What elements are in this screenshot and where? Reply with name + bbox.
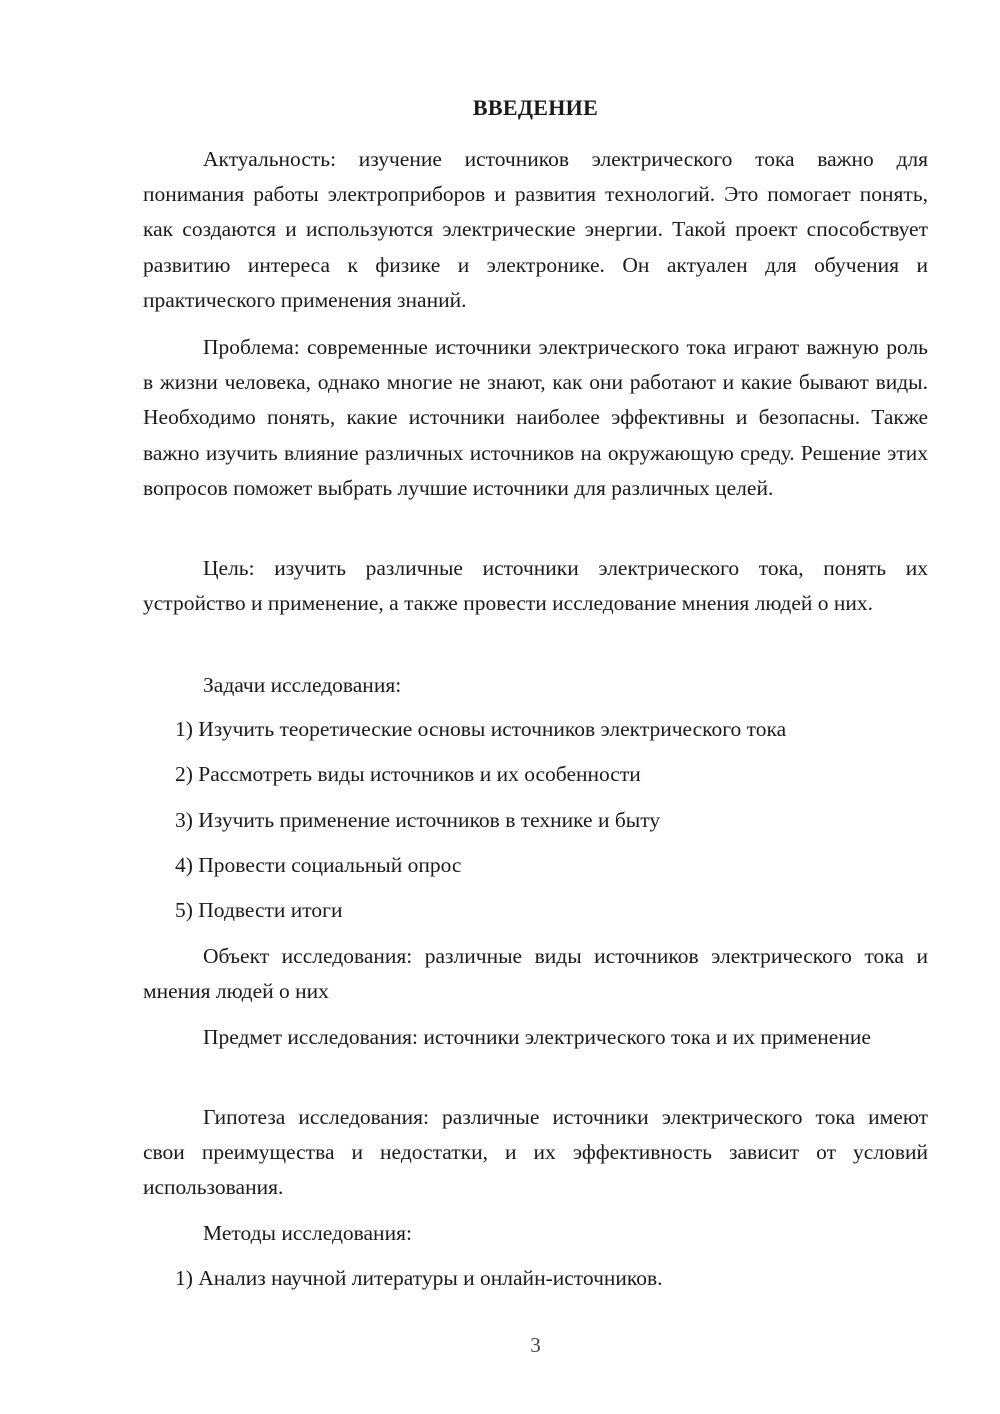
- object-paragraph: Объект исследования: различные виды источников электрического тока и мнения людей о них: [143, 944, 928, 1004]
- page-number: 3: [530, 1333, 541, 1357]
- relevance-paragraph: Актуальность: изучение источников электрического тока важно для понимания работы электроприборов и развития технологий. Это помогает понять, как создаются и используются электрические энергии. Такой проект способствует развитию интереса к физике и электронике. Он актуален для обучения и практического применения знаний.: [143, 147, 928, 312]
- document-page: [143, 0, 928, 1414]
- section-heading: ВВЕДЕНИЕ: [472, 95, 599, 120]
- methods-title: Методы исследования:: [203, 1221, 412, 1245]
- goal-paragraph: Цель: изучить различные источники электрического тока, понять их устройство и применение, а также провести исследование мнения людей о них.: [143, 556, 928, 616]
- task-item: 3) Изучить применение источников в технике и быту: [175, 808, 661, 832]
- problem-paragraph: Проблема: современные источники электрического тока играют важную роль в жизни человека, однако многие не знают, как они работают и какие бывают виды. Необходимо понять, какие источники наиболее эффективны и безопасны. Также важно изучить влияние различных источников на окружающую среду. Решение этих вопросов поможет выбрать лучшие источники для различных целей.: [143, 335, 928, 500]
- subject-paragraph: Предмет исследования: источники электрического тока и их применение: [203, 1025, 871, 1049]
- method-item: 1) Анализ научной литературы и онлайн-источников.: [175, 1266, 663, 1290]
- task-item: 5) Подвести итоги: [175, 898, 343, 922]
- task-item: 4) Провести социальный опрос: [175, 853, 462, 877]
- task-item: 2) Рассмотреть виды источников и их особенности: [175, 762, 641, 786]
- tasks-title: Задачи исследования:: [203, 673, 402, 697]
- task-item: 1) Изучить теоретические основы источников электрического тока: [175, 717, 787, 741]
- hypothesis-paragraph: Гипотеза исследования: различные источники электрического тока имеют свои преимущества и недостатки, и их эффективность зависит от условий использования.: [143, 1105, 928, 1200]
